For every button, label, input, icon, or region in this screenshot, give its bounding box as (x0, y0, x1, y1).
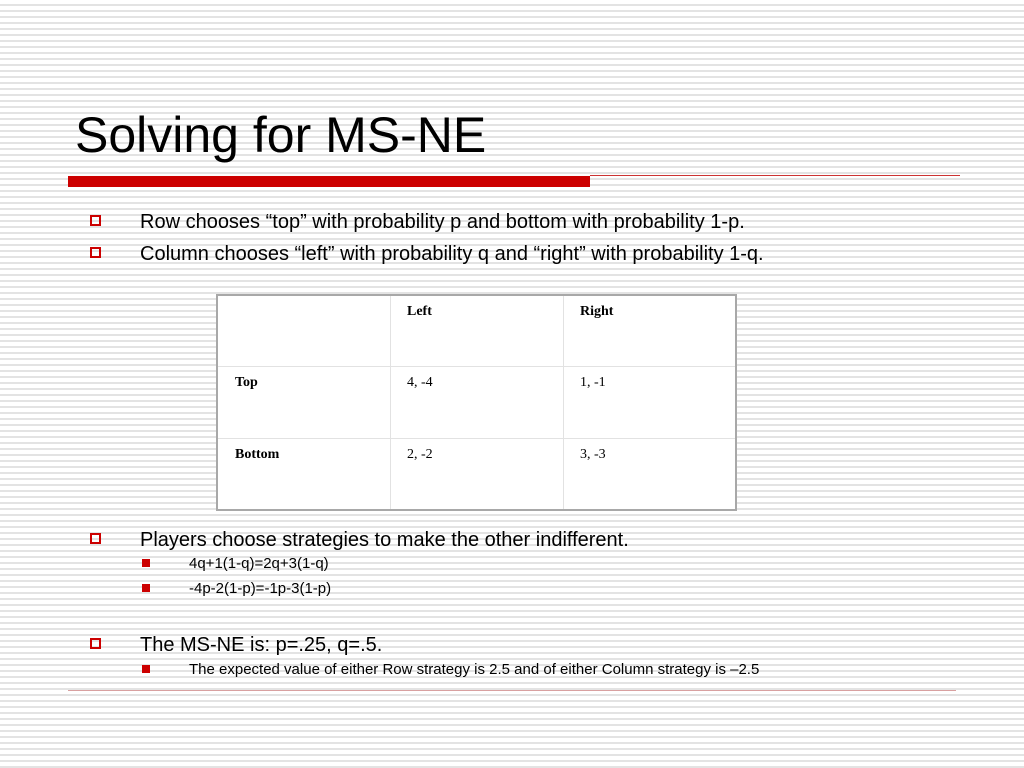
sub-bullet-text: The expected value of either Row strategy is 2.5 and of either Column strategy is –2.5 (189, 661, 760, 678)
payoff-matrix-table (216, 294, 737, 511)
hollow-square-bullet-icon (90, 247, 101, 258)
column-header-right: Right (580, 304, 614, 319)
sub-bullet-text: -4p-2(1-p)=-1p-3(1-p) (189, 580, 332, 597)
filled-square-bullet-icon (142, 584, 150, 592)
table-divider (563, 296, 564, 509)
row-header-bottom: Bottom (235, 447, 280, 462)
filled-square-bullet-icon (142, 559, 150, 567)
bullet-text: The MS-NE is: p=.25, q=.5. (140, 634, 383, 656)
column-header-left: Left (407, 304, 432, 319)
sub-bullet-text: 4q+1(1-q)=2q+3(1-q) (189, 555, 329, 572)
hollow-square-bullet-icon (90, 533, 101, 544)
bullet-text: Players choose strategies to make the other indifferent. (140, 529, 629, 551)
title-underline-line (590, 175, 960, 176)
table-divider (218, 438, 735, 439)
hollow-square-bullet-icon (90, 215, 101, 226)
bullet-text: Column chooses “left” with probability q and “right” with probability 1-q. (140, 243, 764, 265)
payoff-cell-bottom-left: 2, -2 (407, 447, 433, 462)
table-divider (218, 366, 735, 367)
payoff-cell-top-right: 1, -1 (580, 375, 606, 390)
bullet-text: Row chooses “top” with probability p and bottom with probability 1-p. (140, 211, 745, 233)
slide-title: Solving for MS-NE (75, 107, 487, 163)
title-underline-bar (68, 176, 590, 187)
payoff-cell-top-left: 4, -4 (407, 375, 433, 390)
payoff-cell-bottom-right: 3, -3 (580, 447, 606, 462)
hollow-square-bullet-icon (90, 638, 101, 649)
row-header-top: Top (235, 375, 258, 390)
filled-square-bullet-icon (142, 665, 150, 673)
table-divider (390, 296, 391, 509)
footer-divider (68, 690, 956, 691)
